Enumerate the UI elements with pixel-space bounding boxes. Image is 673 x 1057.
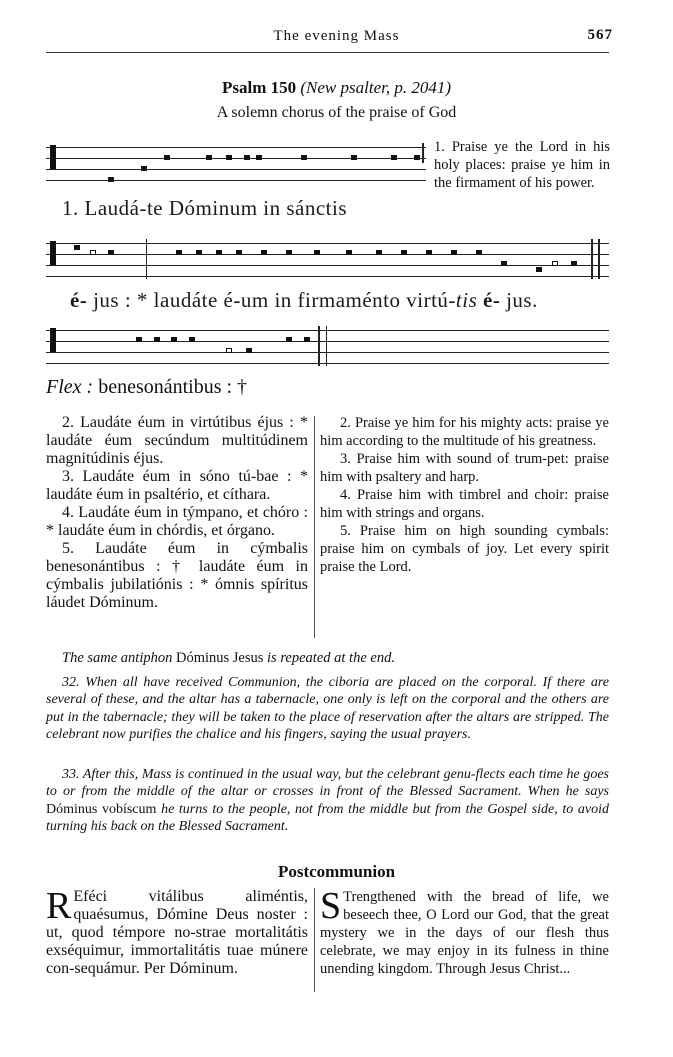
antiphon-note-b: Dóminus Jesus <box>175 650 264 666</box>
psalm-ref: (New psalter, p. 2041) <box>300 78 452 97</box>
flex-text: benesonántibus : † <box>98 376 248 398</box>
postcommunion-latin <box>46 885 308 978</box>
postcommunion-title: Postcommunion <box>277 862 396 881</box>
latin-verse-3: 3. Laudáte éum in sóno tú-bae : * laudáte éum in psaltério, et cíthara. <box>46 468 308 503</box>
chant-staff-2 <box>46 239 609 283</box>
page-number: 567 <box>587 27 613 43</box>
antiphon-note-a: The same antiphon <box>62 650 173 666</box>
english-verse-2: 2. Praise ye him for his mighty acts: praise ye him according to the multitude of his greatness. <box>320 415 609 449</box>
psalm-label: Psalm 150 <box>221 78 297 97</box>
psalm-heading <box>0 78 673 98</box>
verse1-english: 1. Praise ye the Lord in his holy places: praise ye him in the firmament of his power. <box>434 139 610 191</box>
latin-verse-4: 4. Laudáte éum in týmpano, et chóro : * laudáte éum in chórdis, et órgano. <box>46 504 308 539</box>
psalm-subtitle: A solemn chorus of the praise of God <box>216 104 457 121</box>
latin-verse-2: 2. Laudáte éum in virtútibus éjus : * laudáte éum secúndum multitúdinem magnitúdinis éjus. <box>46 414 308 467</box>
rubric-32: 32. When all have received Communion, the ciboria are placed on the corporal. If there are several of these, and the altar has a tabernacle, one only is left on the corporal and the others are put in the tabernacle; they will be taken to the place of reservation after the altars are stripped. The celebrant now purifies the chalice and his fingers, saying the usual prayers. <box>46 675 609 742</box>
latin-verse-5: 5. Laudáte éum in cýmbalis benesonántibus : † laudáte éum in cýmbalis jubilatiónis : * ómnis spíritus láudet Dóminum. <box>46 540 308 611</box>
antiphon-note <box>62 650 395 667</box>
lyric-e-2: é- <box>483 288 501 312</box>
english-verse-4: 4. Praise him with timbrel and choir: praise him with strings and organs. <box>320 487 609 521</box>
english-verses <box>320 414 609 576</box>
latin-verses <box>46 414 308 612</box>
flex-label: Flex : <box>46 376 94 398</box>
chant-lyric-2 <box>70 288 538 313</box>
chant-staff-3 <box>46 326 609 370</box>
postcommunion-english <box>320 885 609 978</box>
rubric-33-b: Dóminus vobíscum <box>46 801 157 817</box>
english-verse-5: 5. Praise him on high sounding cymbals: praise him on cymbals of joy. Let every spirit praise the Lord. <box>320 523 609 575</box>
chant-lyric-1: 1. Laudá-te Dóminum in sánctis <box>62 196 348 220</box>
flex-line <box>46 376 247 399</box>
antiphon-note-c: is repeated at the end. <box>267 650 395 666</box>
column-divider <box>314 416 315 638</box>
lyric-mid: jus : * laudáte é-um in firmaménto virtú- <box>93 288 456 312</box>
chant-staff-1 <box>46 141 426 191</box>
rubric-33 <box>46 766 609 835</box>
lyric-jus: jus. <box>506 288 538 312</box>
postcommunion-divider <box>314 888 315 992</box>
lyric-initial-e: é- <box>70 288 88 312</box>
header-rule <box>46 52 609 53</box>
rubric-33-c: he turns to the people, not from the middle but from the Gospel side, to avoid turning his back on the Blessed Sacrament. <box>46 801 610 834</box>
english-dropcap: S <box>320 885 342 927</box>
latin-prayer: Eféci vitálibus aliméntis, quaésumus, Dómine Deus noster : ut, quod témpore no-strae mortalitátis exséquimur, immortalitátis tuae múnere con-sequámur. Per Dóminum. <box>46 888 308 977</box>
lyric-tis: tis <box>455 288 478 312</box>
rubric-33-a: 33. After this, Mass is continued in the usual way, but the celebrant genu-flects each time he goes to or from the middle of the altar or crosses in front of the Blessed Sacrament. When he says <box>46 767 609 800</box>
running-header: The evening Mass <box>273 28 400 44</box>
english-verse-3: 3. Praise him with sound of trum-pet: praise him with psaltery and harp. <box>320 451 609 485</box>
latin-dropcap: R <box>46 885 72 927</box>
english-prayer: Trengthened with the bread of life, we beseech thee, O Lord our God, that the great mystery we in the days of our flesh thus celebrate, we may enjoy in its fulness in thine unending kingdom. Through Jesus Christ... <box>320 889 609 977</box>
